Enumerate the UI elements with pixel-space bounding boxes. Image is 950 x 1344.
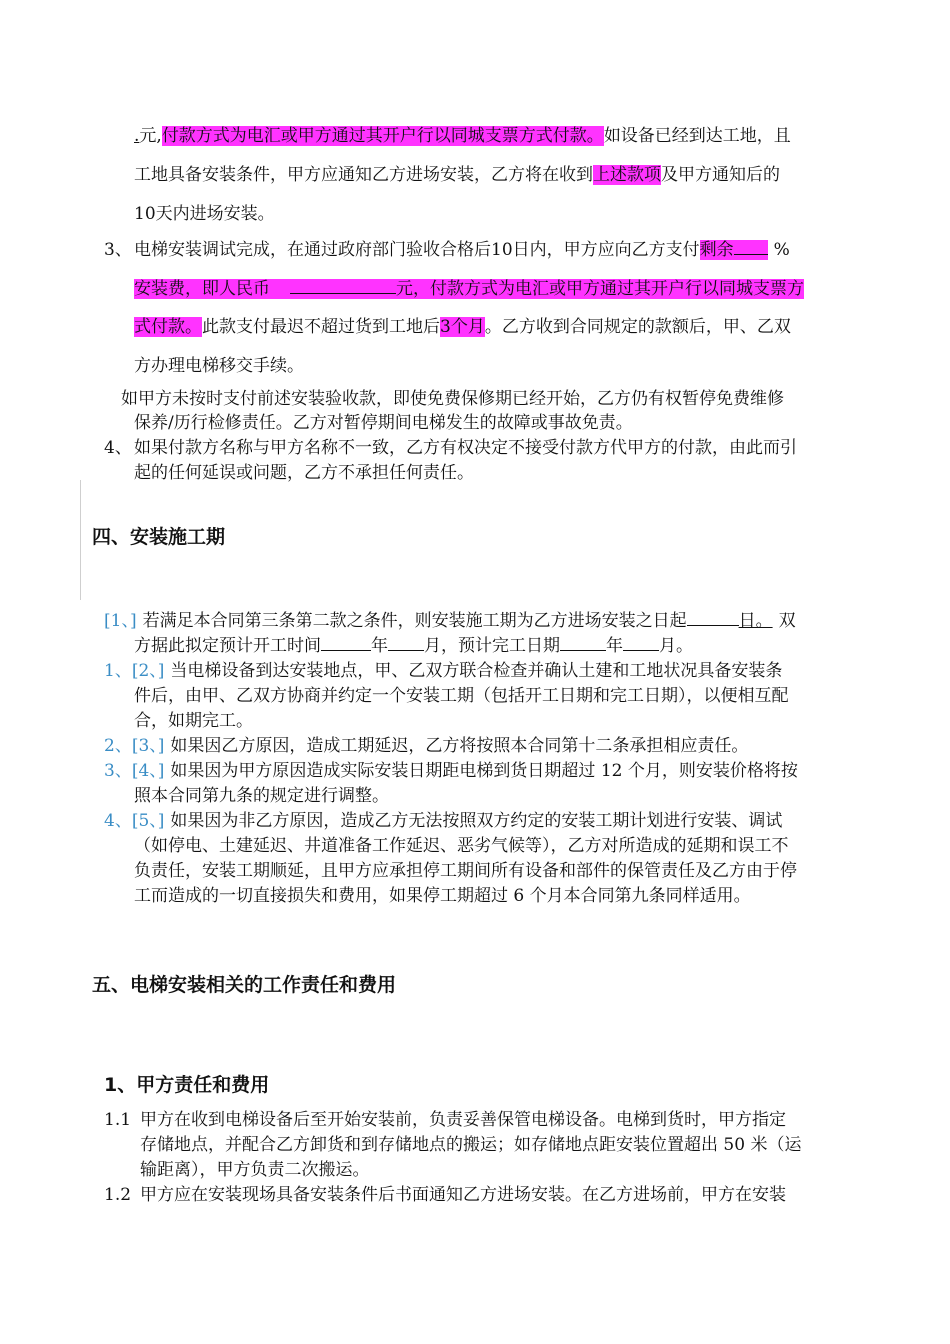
item3-line-4: 方办理电梯移交手续。 [134, 356, 304, 376]
item4-number: 4、 [104, 438, 132, 458]
text: 及甲方通知后的 [661, 165, 780, 185]
blank [560, 633, 606, 651]
s4-item4-line-1 [104, 758, 798, 784]
top-line-1 [134, 123, 791, 149]
list-number: 2、 [104, 736, 132, 756]
text: 双 [778, 611, 796, 631]
text: 如果因为非乙方原因，造成乙方无法按照双方约定的安装工期计划进行安装、调试 [170, 811, 783, 831]
blank-percent [734, 237, 768, 255]
section-4-title: 四、安装施工期 [92, 526, 226, 548]
top-line-3: 10天内进场安装。 [134, 204, 275, 224]
highlight-payment-method-2: 元，付款方式为电汇或甲方通过其开户行以同城支票方 [396, 279, 804, 299]
item4-line-2: 起的任何延误或问题，乙方不承担任何责任。 [134, 463, 474, 483]
text: 日。 [738, 611, 773, 631]
text: 安装费，即人民币 [134, 279, 270, 299]
list-number: 4、 [104, 811, 132, 831]
s4-item1-line-2 [134, 633, 693, 659]
highlight-remaining [700, 240, 768, 260]
text: 工地具备安装条件，甲方应通知乙方进场安装，乙方将在收到 [134, 165, 593, 185]
s5-item11-line-3: 输距离），甲方负责二次搬运。 [140, 1160, 370, 1180]
text: 年 [371, 636, 388, 656]
section-5-title: 五、电梯安装相关的工作责任和费用 [92, 974, 397, 996]
revision-mark: [3、] [131, 736, 165, 756]
underlined-dot: . [134, 126, 140, 146]
top-line-2 [134, 162, 780, 188]
s4-item1-line-1 [104, 608, 796, 634]
s5-item12-number: 1.2 [104, 1185, 132, 1205]
subsection-1-title: 1、甲方责任和费用 [104, 1074, 270, 1096]
s4-item2-line-2: 件后，由甲、乙双方协商并约定一个安装工期（包括开工日期和完工日期），以便相互配 [134, 686, 789, 706]
revision-mark: [2、] [131, 661, 165, 681]
extra-line-1: 如甲方未按时支付前述安装验收款，即使免费保修期已经开始，乙方仍有权暂停免费维修 [121, 389, 784, 409]
s4-item5-line-4: 工而造成的一切直接损失和费用，如果停工期超过 6 个月本合同第九条同样适用。 [134, 886, 751, 906]
blank-days [687, 608, 739, 626]
text: 如果因乙方原因，造成工期延迟，乙方将按照本合同第十二条承担相应责任。 [170, 736, 749, 756]
revision-bar [80, 480, 81, 600]
text: 此款支付最迟不超过货到工地后 [202, 317, 440, 337]
s4-item5-line-2: （如停电、土建延迟、井道准备工作延迟、恶劣气候等），乙方对所造成的延期和误工不 [134, 836, 789, 856]
text: 月。 [659, 636, 693, 656]
highlight-payment-end: 式付款。 [134, 317, 202, 337]
highlight-three-months: 3个月 [440, 317, 485, 337]
item4-line-1: 如果付款方名称与甲方名称不一致，乙方有权决定不接受付款方代甲方的付款，由此而引 [134, 438, 797, 458]
text: 元, [139, 126, 162, 146]
text: 。乙方收到合同规定的款额后，甲、乙双 [484, 317, 791, 337]
s4-item3-line-1 [104, 733, 748, 759]
highlight-payment-method: 付款方式为电汇或甲方通过其开户行以同城支票方式付款。 [161, 126, 604, 146]
text: 电梯安装调试完成，在通过政府部门验收合格后10日内，甲方应向乙方支付 [134, 240, 700, 260]
revision-mark: [4、] [131, 761, 165, 781]
text: 剩余 [699, 240, 734, 260]
text: 月，预计完工日期 [424, 636, 560, 656]
extra-line-2: 保养/历行检修责任。乙方对暂停期间电梯发生的故障或事故免责。 [134, 413, 633, 433]
percent-sign: % [773, 240, 790, 260]
s4-item5-line-1 [104, 808, 782, 834]
s4-item4-line-2: 照本合同第九条的规定进行调整。 [134, 786, 389, 806]
list-number: 3、 [104, 761, 132, 781]
item3-line-2 [134, 276, 804, 302]
item3-line-3 [134, 314, 791, 340]
highlight-install-fee [134, 279, 396, 299]
text: 如果因为甲方原因造成实际安装日期距电梯到货日期超过 12 个月，则安装价格将按 [170, 761, 798, 781]
highlight-funds: 上述款项 [593, 165, 661, 185]
blank [623, 633, 659, 651]
revision-mark: [5、] [131, 811, 165, 831]
revision-mark: [1、] [104, 611, 137, 631]
s5-item11-number: 1.1 [104, 1110, 132, 1130]
text: 若满足本合同第三条第二款之条件，则安装施工期为乙方进场安装之日起 [142, 611, 687, 631]
s5-item11-line-2: 存储地点，并配合乙方卸货和到存储地点的搬运；如存储地点距安装位置超出 50 米（运 [140, 1135, 802, 1155]
text: 年 [606, 636, 623, 656]
s5-item12-line-1: 甲方应在安装现场具备安装条件后书面通知乙方进场安装。在乙方进场前，甲方在安装 [140, 1185, 786, 1205]
item3-number: 3、 [104, 240, 132, 260]
s4-item5-line-3: 负责任，安装工期顺延，且甲方应承担停工期间所有设备和部件的保管责任及乙方由于停 [134, 861, 797, 881]
item3-line-1 [134, 237, 790, 263]
blank [388, 633, 424, 651]
blank-amount [290, 276, 396, 294]
blank [321, 633, 371, 651]
s4-item2-line-3: 合，如期完工。 [134, 711, 253, 731]
s5-item11-line-1: 甲方在收到电梯设备后至开始安装前，负责妥善保管电梯设备。电梯到货时，甲方指定 [140, 1110, 786, 1130]
text: 方据此拟定预计开工时间 [134, 636, 321, 656]
text: 如设备已经到达工地，且 [603, 126, 791, 146]
list-number: 1、 [104, 661, 132, 681]
s4-item2-line-1 [104, 658, 782, 684]
text: 当电梯设备到达安装地点，甲、乙双方联合检查并确认土建和工地状况具备安装条 [170, 661, 783, 681]
